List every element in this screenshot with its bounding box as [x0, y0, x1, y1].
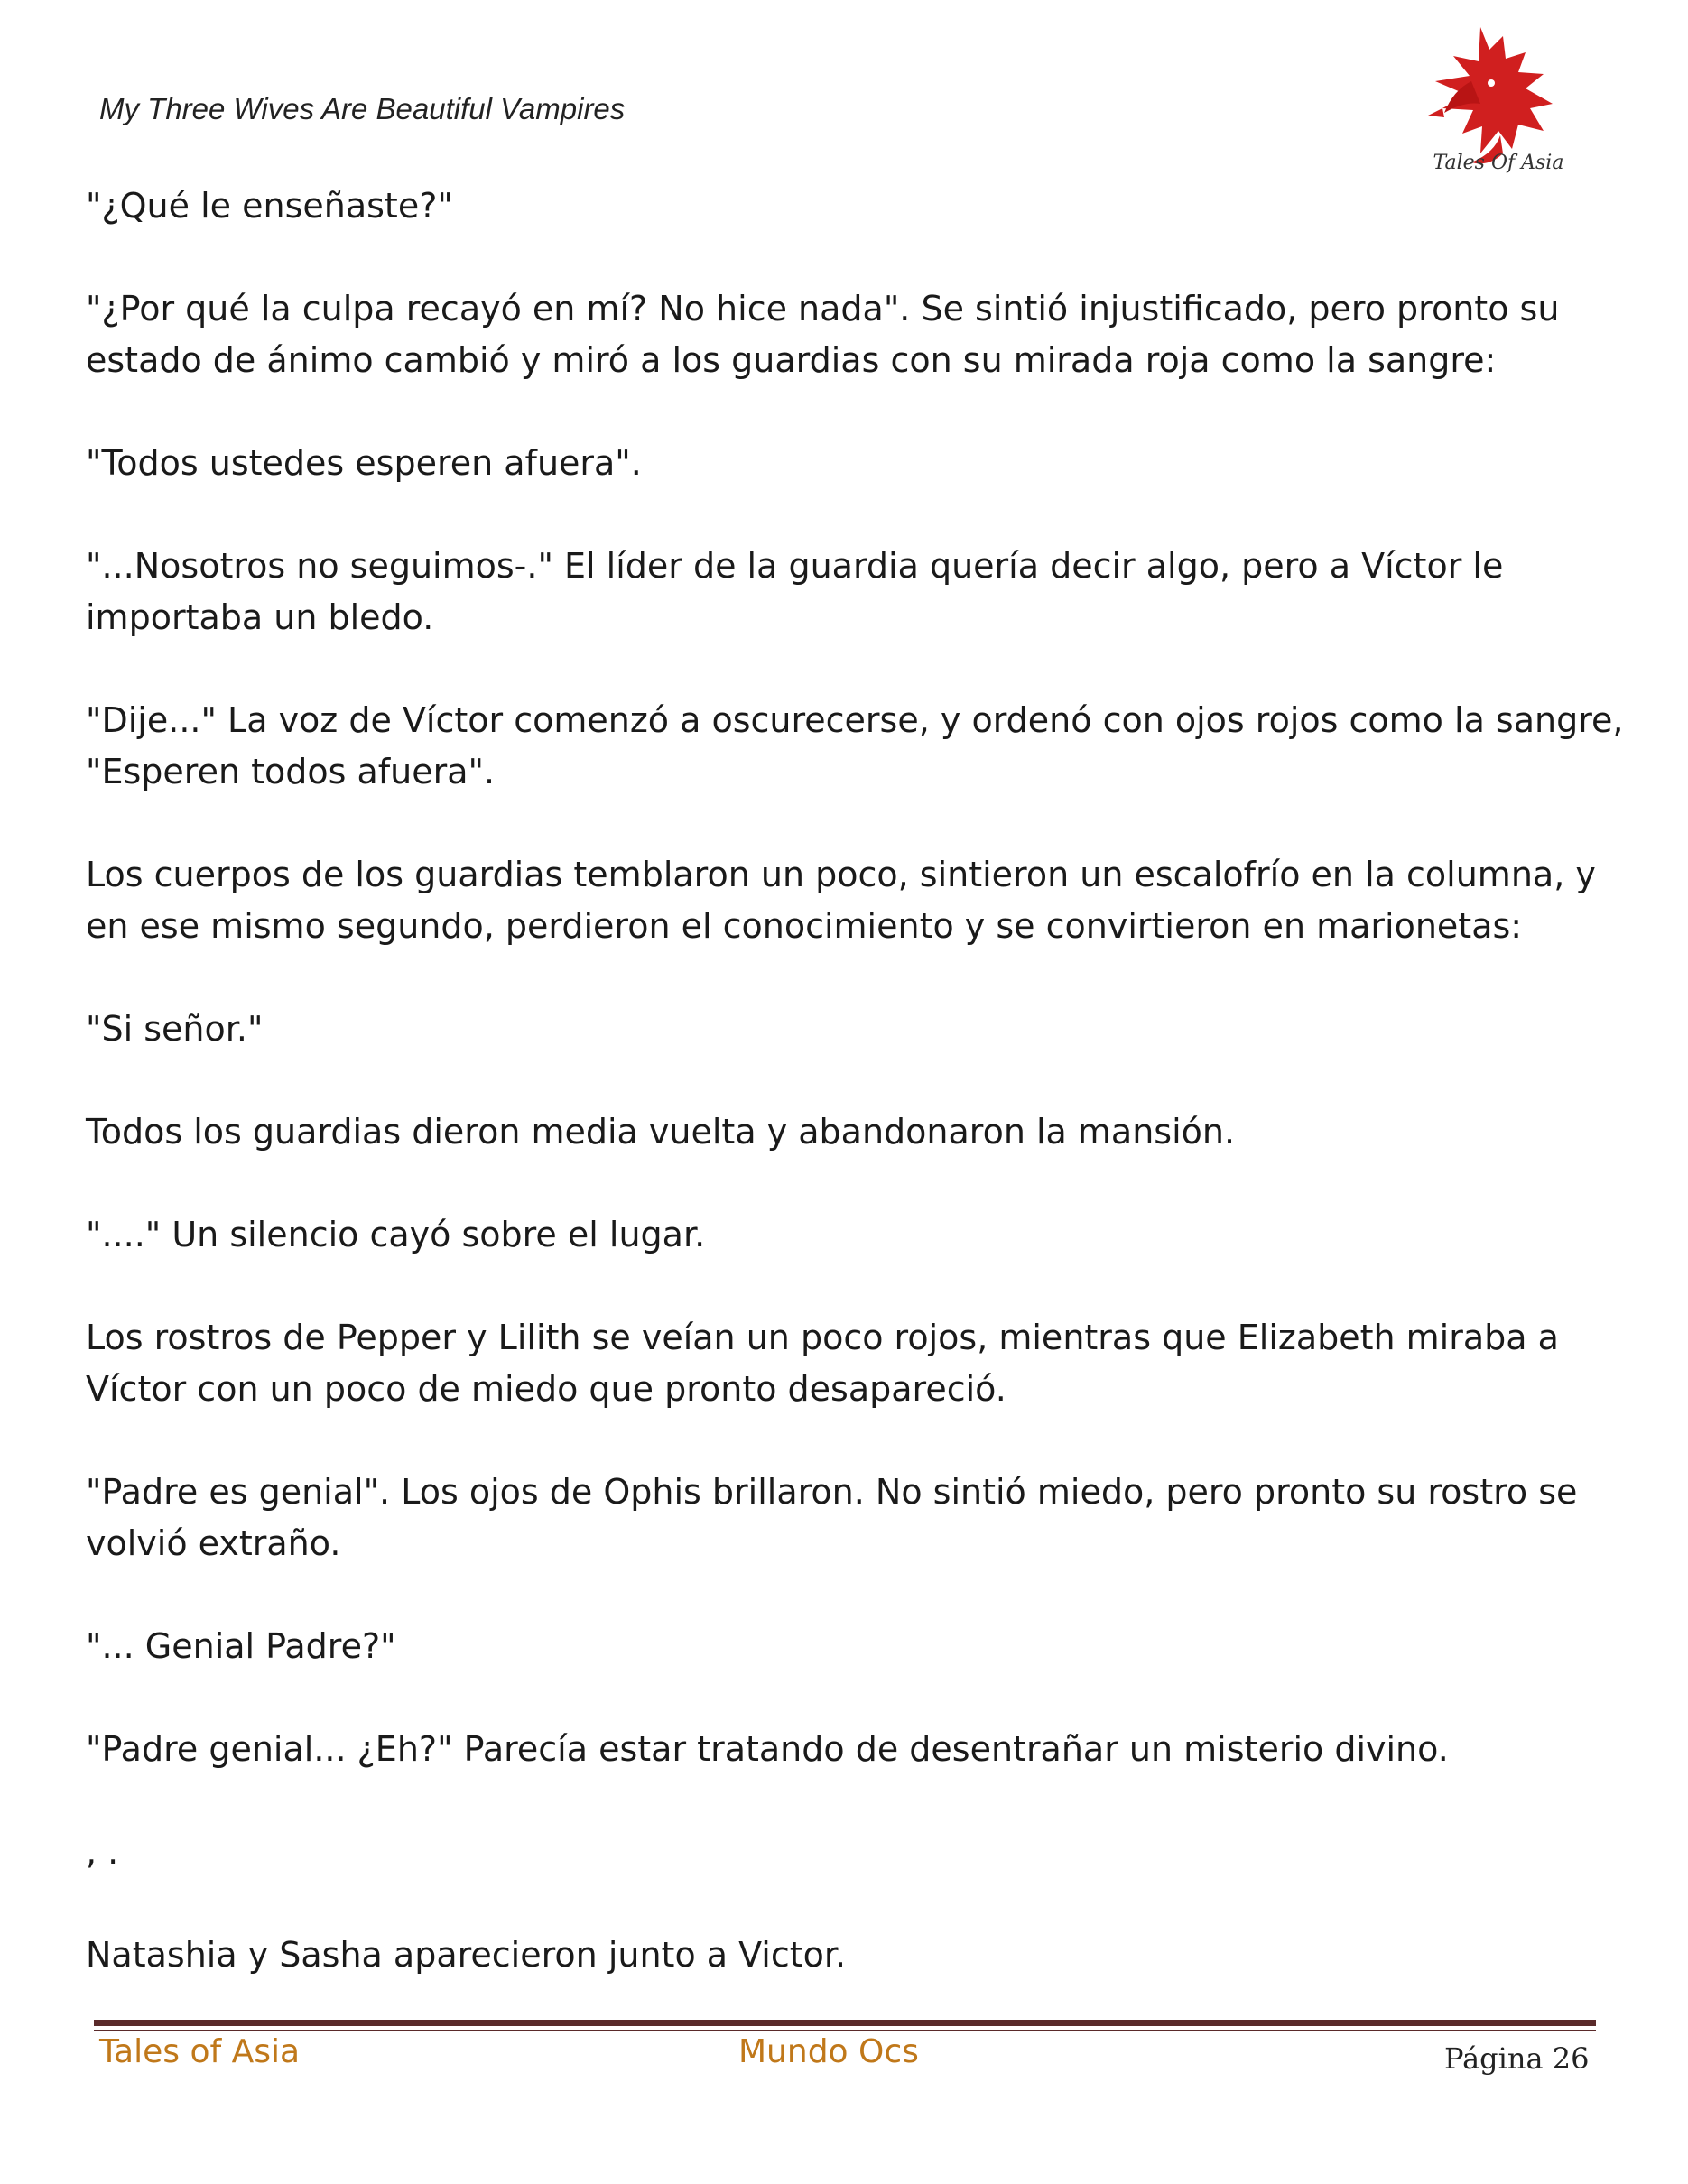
paragraph-line: "¿Por qué la culpa recayó en mí? No hice nada". Se sintió injustificado, pero pronto su — [86, 289, 1560, 329]
paragraph-line: Natashia y Sasha aparecieron junto a Victor. — [86, 1935, 847, 1975]
paragraph — [86, 283, 1620, 386]
paragraph-line: Los cuerpos de los guardias temblaron un poco, sintieron un escalofrío en la columna, y — [86, 855, 1596, 894]
paragraph — [86, 1930, 1620, 1981]
paragraph — [86, 1827, 1620, 1878]
paragraph — [86, 1467, 1620, 1569]
paragraph-line: "Todos ustedes esperen afuera". — [86, 443, 642, 483]
paragraph-line: , . — [86, 1832, 119, 1872]
paragraph — [86, 1621, 1620, 1672]
paragraph-line: volvió extraño. — [86, 1523, 341, 1563]
paragraph-line: Los rostros de Pepper y Lilith se veían un poco rojos, mientras que Elizabeth miraba a — [86, 1318, 1559, 1357]
paragraph-line: "Dije..." La voz de Víctor comenzó a oscurecerse, y ordenó con ojos rojos como la sangre, — [86, 700, 1624, 740]
paragraph-line: estado de ánimo cambió y miró a los guardias con su mirada roja como la sangre: — [86, 340, 1497, 380]
paragraph — [86, 438, 1620, 489]
footer-section: Mundo Ocs — [738, 2033, 919, 2070]
paragraph-line: "Si señor." — [86, 1009, 264, 1049]
paragraph-line: en ese mismo segundo, perdieron el conocimiento y se convirtieron en marionetas: — [86, 906, 1523, 946]
footer-divider-thin — [94, 2030, 1596, 2031]
paragraph — [86, 1004, 1620, 1055]
paragraph-line: Víctor con un poco de miedo que pronto desapareció. — [86, 1369, 1006, 1409]
paragraph — [86, 1209, 1620, 1261]
page-number: Página 26 — [1444, 2041, 1590, 2076]
paragraph — [86, 541, 1620, 643]
paragraph — [86, 1312, 1620, 1415]
paragraph-line: "...." Un silencio cayó sobre el lugar. — [86, 1215, 706, 1254]
document-header-title: My Three Wives Are Beautiful Vampires — [99, 92, 626, 125]
logo-text: Tales Of Asia — [1433, 152, 1564, 174]
paragraph — [86, 1106, 1620, 1158]
paragraph — [86, 180, 1620, 232]
footer-publisher: Tales of Asia — [99, 2033, 301, 2070]
paragraph-line: "Padre genial... ¿Eh?" Parecía estar tratando de desentrañar un misterio divino. — [86, 1729, 1449, 1769]
paragraph — [86, 849, 1620, 952]
paragraph-line: "¿Qué le enseñaste?" — [86, 186, 453, 226]
footer-divider — [94, 2020, 1596, 2026]
page-body — [86, 180, 1624, 2032]
paragraph-line: "... Genial Padre?" — [86, 1626, 396, 1666]
paragraph — [86, 1724, 1620, 1775]
paragraph — [86, 695, 1624, 798]
paragraph-line: "Esperen todos afuera". — [86, 752, 496, 791]
paragraph-line: "Padre es genial". Los ojos de Ophis brillaron. No sintió miedo, pero pronto su rostro se — [86, 1472, 1578, 1512]
paragraph-line: "...Nosotros no seguimos-." El líder de la guardia quería decir algo, pero a Víctor le — [86, 546, 1504, 586]
paragraph-line: Todos los guardias dieron media vuelta y abandonaron la mansión. — [86, 1112, 1236, 1152]
paragraph-line: importaba un bledo. — [86, 597, 434, 637]
